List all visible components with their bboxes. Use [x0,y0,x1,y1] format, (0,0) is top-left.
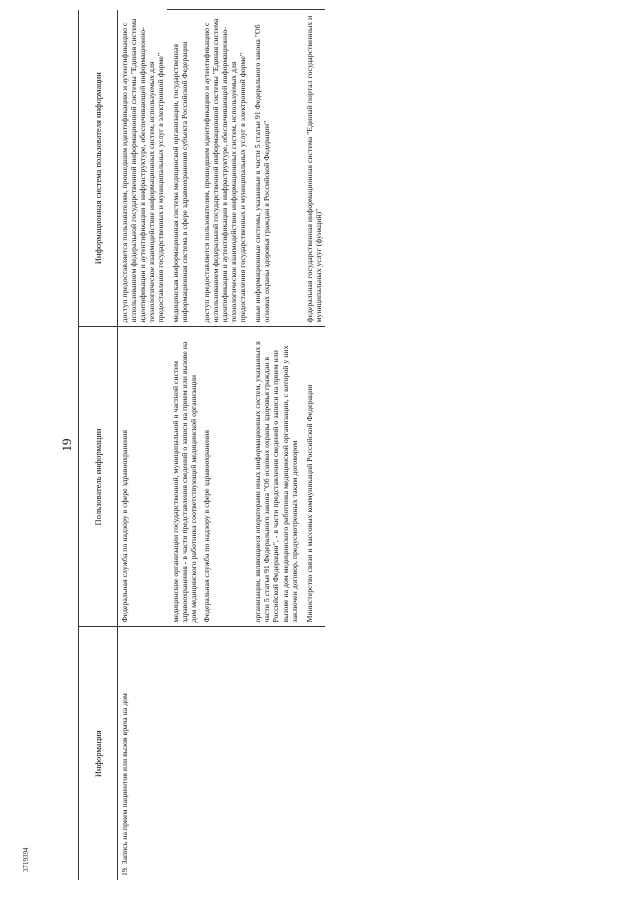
header-information: Информация [79,627,118,880]
system-cell: доступ предоставляется пользователям, прошедшим идентификацию и аутентификацию с использованием федеральной государственной информационной системы "Единая система идентификации и аутентификации в инфраструктуре, обеспечивающей информационно-технологическое взаимодействие информационных систем, используемых для предоставления государственных и муниципальных услуг в электронной форме" [120,18,166,323]
user-cell: Федеральная служба по надзору в сфере здравоохранения [200,327,249,627]
page-number: 19 [59,438,74,452]
system-cell: иные информационные системы, указанные в части 5 статьи 91 Федерального закона "Об основах охраны здоровья граждан в Российской Федерации" [249,10,300,327]
header-user-system: Информационная система пользователя информации [79,10,118,327]
information-item-label: 19. Запись на прием пациентов или вызов врача на дом [118,627,325,880]
table-header-row [79,10,118,880]
system-cell: федеральная государственная информационная система "Единый портал государственных и муниципальных услуг (функций)" [301,10,325,327]
document-id: 3719394 [22,847,30,872]
user-cell: Министерство связи и массовых коммуникаций Российской Федерации [301,327,325,627]
system-cell: медицинская информационная система медицинской организации, государственная информационная система в сфере здравоохранения субъекта Российской Федерации [167,10,200,327]
user-cell: организации, являющиеся операторами иных информационных систем, указанных в части 5 статьи 91 Федерального закона "Об основах охраны здоровья граждан в Российской Федерации", - в части представления сведений о записи на прием или вызове на дом медицинского работника медицинской организации, с которой у них заключен договор, предусмотренных таким договором [249,327,300,627]
system-cell: доступ предоставляется пользователям, прошедшим идентификацию и аутентификацию с использованием федеральной государственной информационной системы "Единая система идентификации и аутентификации в инфраструктуре, обеспечивающей информационно-технологическое взаимодействие информационных систем, используемых для предоставления государственных и муниципальных услуг в электронной форме" [200,10,249,327]
header-user: Пользователь информации [79,327,118,627]
rotated-page [55,10,595,880]
table-row [118,10,168,880]
user-cell: медицинские организации государственной, муниципальной и частной систем здравоохранения - в части представления сведений о записи на прием или вызове на дом медицинского работника соответствующей медицинской организации [167,327,200,627]
information-table [78,10,325,881]
user-cell: Федеральная служба по надзору в сфере здравоохранения [118,327,168,627]
